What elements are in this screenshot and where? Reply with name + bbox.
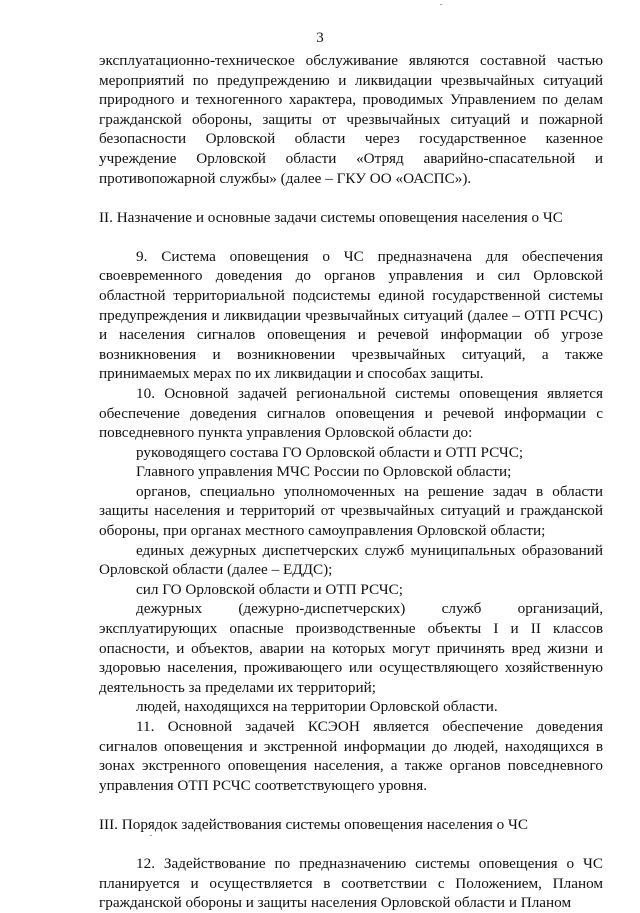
- list-item: единых дежурных диспетчерских служб муниципальных образований Орловской области (далее – ЕДДС);: [99, 541, 603, 579]
- intro-paragraph: эксплуатационно-техническое обслуживание являются составной частью мероприятий по предупреждению и ликвидации чрезвычайных ситуаций природного и техногенного характера, проводимых Управлением по делам гражданской обороны, защиты от чрезвычайных ситуаций и пожарной безопасности Орловской области через государственное казенное учреждение Орловской области «Отряд аварийно-спасательной и противопожарной службы» (далее – ГКУ ОО «ОАСПС»).: [99, 52, 603, 187]
- section-2-heading: II. Назначение и основные задачи системы оповещения населения о ЧС: [99, 209, 563, 227]
- document-body: [99, 51, 603, 913]
- list-item: руководящего состава ГО Орловской области и ОТП РСЧС;: [136, 443, 524, 461]
- scan-speck: [150, 835, 152, 836]
- paragraph-11: 11. Основной задачей КСЭОН является обеспечение доведения сигналов оповещения и экстренной информации до людей, находящихся в зонах экстренного оповещения населения, а также органов повседневного управления ОТП РСЧС соответствующего уровня.: [99, 718, 603, 794]
- page-number: 3: [316, 30, 324, 46]
- list-item: дежурных (дежурно-диспетчерских) служб организаций, эксплуатирующих опасные производственные объекты I и II классов опасности, и объектов, аварии на которых могут причинять вред жизни и здоровью населения, проживающего или осуществляющего хозяйственную деятельность за пределами их территорий;: [99, 600, 603, 696]
- paragraph-12: 12. Задействование по предназначению системы оповещения о ЧС планируется и осуществляется в соответствии с Положением, Планом гражданской обороны и защиты населения Орловской области и Планом: [99, 854, 603, 912]
- scan-speck: [440, 4, 442, 5]
- list-item: сил ГО Орловской области и ОТП РСЧС;: [136, 580, 403, 598]
- list-item: Главного управления МЧС России по Орловской области;: [136, 463, 512, 481]
- paragraph-10: 10. Основной задачей региональной системы оповещения является обеспечение доведения сигналов оповещения и речевой информации с повседневного пункта управления Орловской области до:: [99, 384, 603, 442]
- paragraph-9: 9. Система оповещения о ЧС предназначена для обеспечения своевременного доведения до органов управления и сил Орловской областной территориальной подсистемы единой государственной системы предупреждения и ликвидации чрезвычайных ситуаций (далее – ОТП РСЧС) и населения сигналов оповещения и речевой информации об угрозе возникновения и возникновении чрезвычайных ситуаций, а также принимаемых мерах по их ликвидации и способах защиты.: [99, 247, 603, 383]
- list-item: людей, находящихся на территории Орловской области.: [136, 698, 498, 716]
- list-item: органов, специально уполномоченных на решение задач в области защиты населения и территорий от чрезвычайных ситуаций и гражданской обороны, при органах местного самоуправления Орловской области;: [99, 482, 603, 540]
- section-3-heading: III. Порядок задействования системы оповещения населения о ЧС: [99, 816, 529, 834]
